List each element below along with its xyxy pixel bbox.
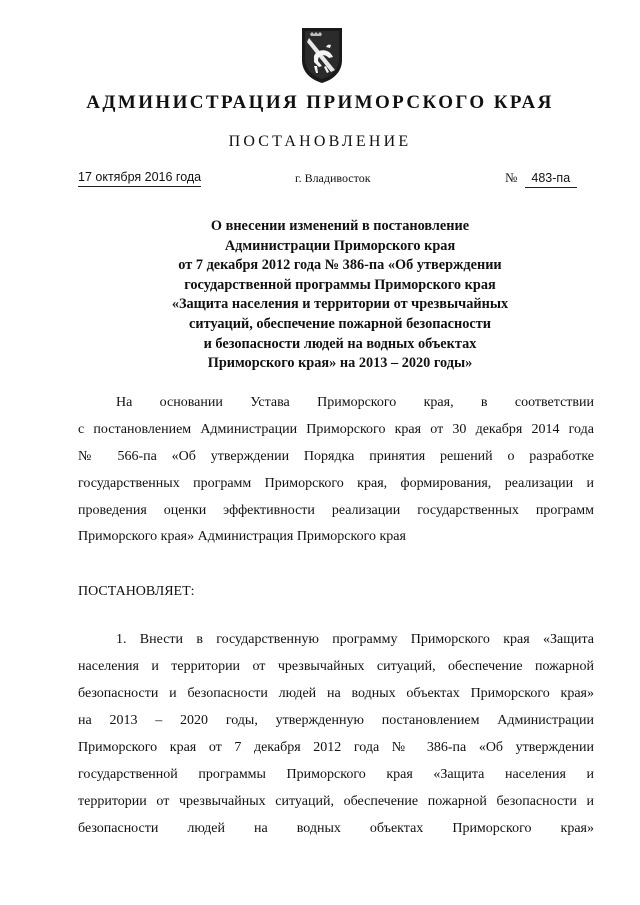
document-number-block [505,170,577,188]
clause-line: 1. Внести в государственную программу Приморского края «Защита [116,632,594,647]
preamble-line: № 566-па «Об утверждении Порядка принятия решений о разработке [78,449,594,464]
heading-line: О внесении изменений в постановление [210,218,470,234]
preamble-line: На основании Устава Приморского края, в соответствии [116,395,594,410]
organization-title: АДМИНИСТРАЦИЯ ПРИМОРСКОГО КРАЯ [86,92,554,113]
heading-line: Приморского края» на 2013 – 2020 годы» [207,355,473,372]
document-number: 483-па [525,171,577,188]
document-heading [80,217,600,374]
heading-line: ситуаций, обеспечение пожарной безопасности [189,315,491,332]
heading-line: «Защита населения и территории от чрезвычайных [171,296,509,313]
preamble-line: проведения оценки эффективности реализации государственных программ [78,503,594,518]
clause-line: Приморского края от 7 декабря 2012 года № 386-па «Об утверждении [78,740,594,755]
clause-line: населения и территории от чрезвычайных ситуаций, обеспечение пожарной [78,659,594,674]
clause-line: безопасности людей на водных объектах Приморского края» [78,821,594,836]
heading-line: государственной программы Приморского края [184,276,496,293]
heading-line: от 7 декабря 2012 года № 386-па «Об утверждении [178,257,502,274]
preamble-line: государственных программ Приморского края, формирования, реализации и [78,476,594,491]
coat-of-arms-icon [300,26,344,84]
document-city: г. Владивосток [295,171,371,185]
clause-line: территории от чрезвычайных ситуаций, обеспечение пожарной безопасности и [78,794,594,809]
document-date: 17 октября 2016 года [78,170,201,187]
document-type: ПОСТАНОВЛЕНИЕ [228,133,412,150]
decree-word: ПОСТАНОВЛЯЕТ: [78,584,195,599]
heading-line: и безопасности людей на водных объектах [203,335,477,352]
preamble-line: Приморского края» Администрация Приморского края [78,529,406,544]
preamble-line: с постановлением Администрации Приморского края от 30 декабря 2014 года [78,422,594,437]
number-sign: № [505,170,518,185]
heading-line: Администрации Приморского края [224,237,456,254]
clause-line: на 2013 – 2020 годы, утвержденную постановлением Администрации [78,713,594,728]
clause-line: государственной программы Приморского края «Защита населения и [78,767,594,782]
clause-line: безопасности и безопасности людей на водных объектах Приморского края» [78,686,594,701]
